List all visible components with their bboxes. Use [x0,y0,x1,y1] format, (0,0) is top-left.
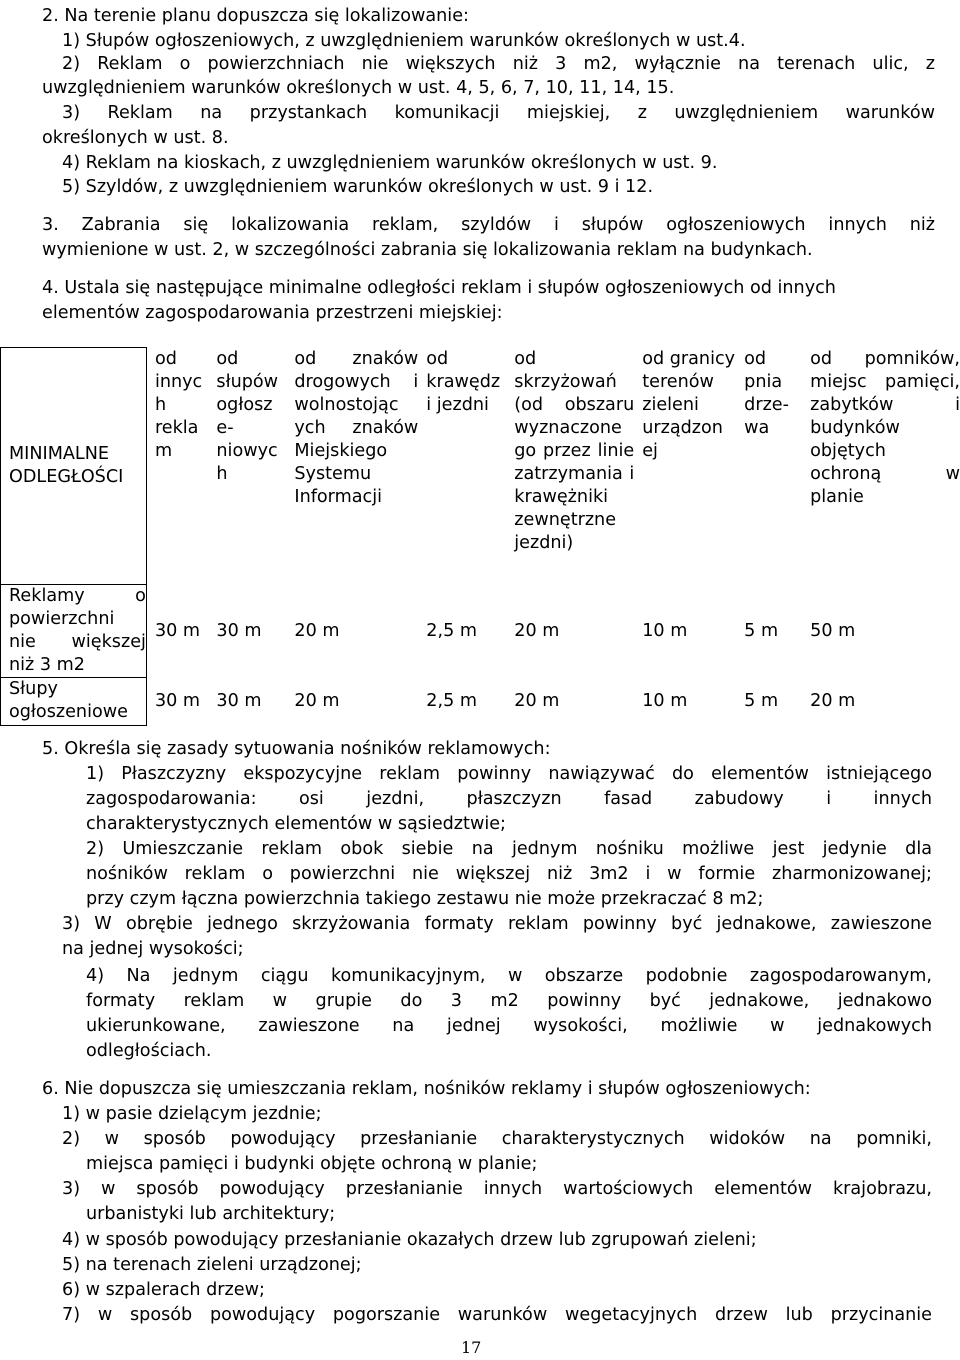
section-2-item-3-line-2: określonych w ust. 8. [42,126,229,151]
table-row [1,585,960,678]
table-header-cell: od skrzyżowań (od obszaru wyznaczone go przez linie zatrzymania i krawężniki zewnętrzne jezdni) [506,348,634,585]
table-header-cell: od słupów ogłosz e- niowyc h [208,348,286,585]
section-5-item-2-line-3: przy czym łączna powierzchnia takiego zestawu nie może przekraczać 8 m2; [86,887,763,912]
section-5-item-1-line-1: 1) Płaszczyzny ekspozycyjne reklam powinny nawiązywać do elementów istniejącego [86,762,932,787]
section-2-item-2-line-1: 2) Reklam o powierzchniach nie większych niż 3 m2, wyłącznie na terenach ulic, z [62,52,935,77]
section-5-item-4-line-1: 4) Na jednym ciągu komunikacyjnym, w obszarze podobnie zagospodarowanym, [86,964,932,989]
table-cell: 20 m [286,585,418,678]
section-2-item-3-line-1: 3) Reklam na przystankach komunikacji miejskiej, z uwzględnieniem warunków [62,101,935,126]
table-corner-cell: MINIMALNE ODLEGŁOŚCI [1,348,147,585]
section-5-heading: 5. Określa się zasady sytuowania nośników reklamowych: [42,737,551,762]
section-5-item-3-line-2: na jednej wysokości; [62,937,244,962]
section-4-line-2: elementów zagospodarowania przestrzeni miejskiej: [42,301,503,326]
section-2-item-1: 1) Słupów ogłoszeniowych, z uwzględnieniem warunków określonych w ust.4. [62,29,746,54]
section-6-item-1: 1) w pasie dzielącym jezdnie; [62,1102,322,1127]
section-6-item-2-line-2: miejsca pamięci i budynki objęte ochroną w planie; [86,1152,537,1177]
table-cell: 2,5 m [418,678,506,726]
section-2-item-2-line-2: uwzględnieniem warunków określonych w ust. 4, 5, 6, 7, 10, 11, 14, 15. [42,76,674,101]
section-6-item-4: 4) w sposób powodujący przesłanianie okazałych drzew lub zgrupowań zieleni; [62,1228,757,1253]
section-6-item-2-line-1: 2) w sposób powodujący przesłanianie charakterystycznych widoków na pomniki, [62,1127,932,1152]
section-5-item-4-line-4: odległościach. [86,1039,212,1064]
row-label-cell: Reklamy o powierzchni nie większej niż 3 m2 [1,585,147,678]
table-cell: 30 m [146,678,208,726]
section-5-item-1-line-3: charakterystycznych elementów w sąsiedztwie; [86,812,506,837]
table-header-cell: od znaków drogowych i wolnostojąc ych znaków Miejskiego Systemu Informacji [286,348,418,585]
table-cell: 5 m [736,585,802,678]
row-label-cell: Słupy ogłoszeniowe [1,678,147,726]
section-5-item-2-line-1: 2) Umieszczanie reklam obok siebie na jednym nośniku możliwe jest jedynie dla [86,837,932,862]
section-6-item-6: 6) w szpalerach drzew; [62,1278,265,1303]
table-cell: 30 m [208,678,286,726]
table-cell: 10 m [634,678,736,726]
table-cell: 5 m [736,678,802,726]
section-5-item-3-line-1: 3) W obrębie jednego skrzyżowania formaty reklam powinny być jednakowe, zawieszone [62,912,932,937]
section-2-item-4: 4) Reklam na kioskach, z uwzględnieniem warunków określonych w ust. 9. [62,151,717,176]
section-2-heading: 2. Na terenie planu dopuszcza się lokalizowanie: [42,4,469,29]
table-cell: 50 m [802,585,960,678]
table-row [1,678,960,726]
page-number: 17 [461,1335,481,1360]
table-header-cell: od innyc h rekla m [146,348,208,585]
section-3-line-1: 3. Zabrania się lokalizowania reklam, szyldów i słupów ogłoszeniowych innych niż [42,213,935,238]
table-cell: 10 m [634,585,736,678]
section-5-item-4-line-2: formaty reklam w grupie do 3 m2 powinny być jednakowe, jednakowo [86,989,932,1014]
table-header-cell: od pnia drze- wa [736,348,802,585]
distances-table [0,347,960,726]
section-4-line-1: 4. Ustala się następujące minimalne odległości reklam i słupów ogłoszeniowych od innych [42,276,836,301]
table-cell: 20 m [506,678,634,726]
section-5-item-1-line-2: zagospodarowania: osi jezdni, płaszczyzn fasad zabudowy i innych [86,787,932,812]
table-header-cell: od krawędz i jezdni [418,348,506,585]
section-6-item-5: 5) na terenach zieleni urządzonej; [62,1253,362,1278]
section-5-item-2-line-2: nośników reklam o powierzchni nie większej niż 3m2 i w formie zharmonizowanej; [86,862,932,887]
table-header-cell: od granicy terenów zieleni urządzon ej [634,348,736,585]
section-6-item-7: 7) w sposób powodujący pogorszanie warunków wegetacyjnych drzew lub przycinanie [62,1303,932,1328]
section-5-item-4-line-3: ukierunkowane, zawieszone na jednej wysokości, możliwie w jednakowych [86,1014,932,1039]
table-header-cell: od pomników, miejsc pamięci, zabytków i budynków objętych ochroną w planie [802,348,960,585]
table-cell: 20 m [802,678,960,726]
section-6-heading: 6. Nie dopuszcza się umieszczania reklam, nośników reklamy i słupów ogłoszeniowych: [42,1077,811,1102]
section-6-item-3-line-2: urbanistyki lub architektury; [86,1202,335,1227]
section-3-line-2: wymienione w ust. 2, w szczególności zabrania się lokalizowania reklam na budynkach. [42,238,813,263]
section-6-item-3-line-1: 3) w sposób powodujący przesłanianie innych wartościowych elementów krajobrazu, [62,1177,932,1202]
table-cell: 30 m [208,585,286,678]
table-cell: 30 m [146,585,208,678]
table-cell: 20 m [506,585,634,678]
table-cell: 20 m [286,678,418,726]
table-cell: 2,5 m [418,585,506,678]
section-2-item-5: 5) Szyldów, z uwzględnieniem warunków określonych w ust. 9 i 12. [62,175,653,200]
